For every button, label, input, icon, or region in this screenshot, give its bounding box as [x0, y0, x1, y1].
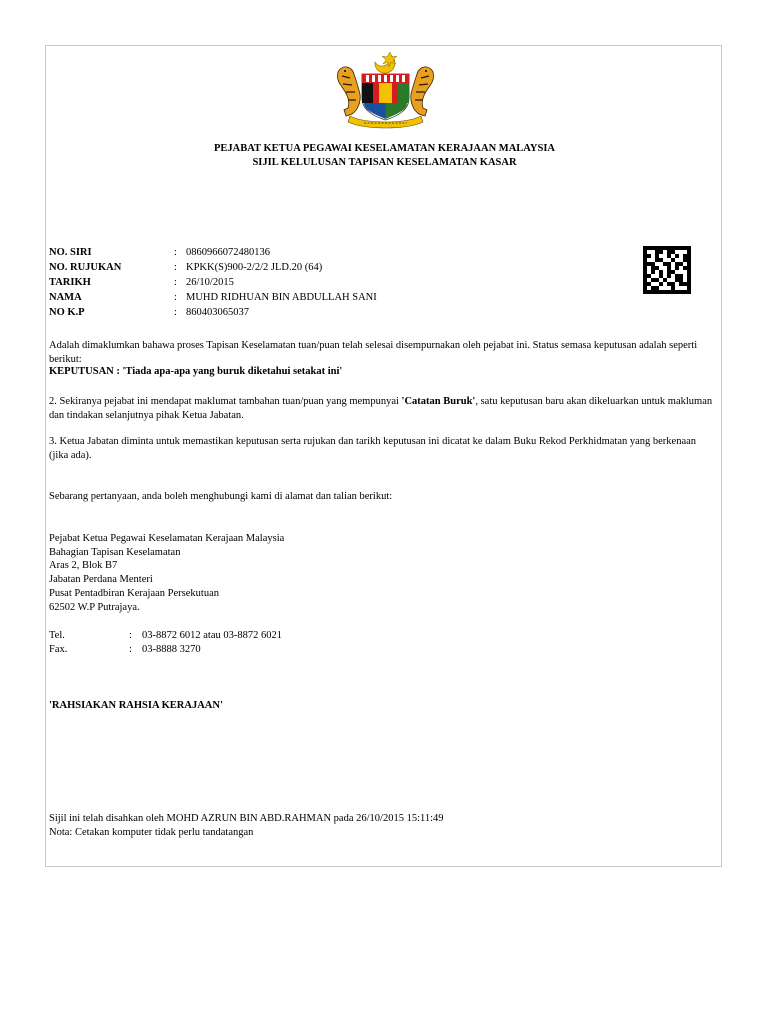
- info-colon: :: [174, 292, 177, 303]
- verification-line: Sijil ini telah disahkan oleh MOHD AZRUN BIN ABD.RAHMAN pada 26/10/2015 15:11:49: [49, 813, 444, 824]
- tel-label: Tel.: [49, 630, 65, 641]
- info-label: TARIKH: [49, 277, 91, 288]
- fax-label: Fax.: [49, 644, 68, 655]
- paragraph-additional-info: [49, 395, 717, 422]
- certificate-footer: [49, 812, 444, 839]
- decision-line: [49, 366, 342, 377]
- classification-notice: 'RAHSIAKAN RAHSIA KERAJAAN': [49, 700, 223, 711]
- info-value: MUHD RIDHUAN BIN ABDULLAH SANI: [186, 292, 377, 303]
- address-line: Pejabat Ketua Pegawai Keselamatan Kerajaan Malaysia: [49, 533, 285, 544]
- certificate-page: [45, 45, 722, 867]
- info-colon: :: [174, 277, 177, 288]
- paragraph-2-text: 2. Sekiranya pejabat ini mendapat maklumat tambahan tuan/puan yang mempunyai: [49, 396, 402, 407]
- paragraph-enquiry: Sebarang pertanyaan, anda boleh menghubungi kami di alamat dan talian berikut:: [49, 491, 393, 502]
- qr-code-icon: [643, 245, 691, 295]
- info-value: 0860966072480136: [186, 247, 270, 258]
- info-value: KPKK(S)900-2/2/2 JLD.20 (64): [186, 262, 323, 273]
- info-label: NO K.P: [49, 307, 85, 318]
- info-value: 860403065037: [186, 307, 249, 318]
- decision-value: 'Tiada apa-apa yang buruk diketahui setakat ini': [122, 366, 343, 377]
- info-label: NO. RUJUKAN: [49, 262, 122, 273]
- fax-colon: :: [129, 644, 132, 655]
- tel-value: 03-8872 6012 atau 03-8872 6021: [142, 630, 282, 641]
- info-colon: :: [174, 262, 177, 273]
- catatan-buruk-text: 'Catatan Buruk': [401, 396, 476, 407]
- address-line: Bahagian Tapisan Keselamatan: [49, 546, 181, 558]
- address-line: 62502 W.P Putrajaya.: [49, 601, 140, 613]
- decision-label: KEPUTUSAN :: [49, 366, 120, 377]
- paragraph-record-instruction: 3. Ketua Jabatan diminta untuk memastikan keputusan serta rujukan dan tarikh keputusan ini dicatat ke dalam Buku Rekod Perkhidmatan yang berkenaan (jika ada).: [49, 436, 697, 461]
- office-address: [49, 532, 284, 614]
- paragraph-2-text-end: , satu keputusan baru akan dikeluarkan untuk makluman dan tindakan selanjutnya pihak Ketua Jabatan.: [49, 396, 713, 421]
- info-label: NAMA: [49, 292, 82, 303]
- info-colon: :: [174, 307, 177, 318]
- address-line: Pusat Pentadbiran Kerajaan Persekutuan: [49, 587, 219, 599]
- office-title: PEJABAT KETUA PEGAWAI KESELAMATAN KERAJAAN MALAYSIA: [213, 143, 555, 154]
- malaysia-coat-of-arms-icon: [328, 50, 443, 130]
- info-colon: :: [174, 247, 177, 258]
- certificate-title: SIJIL KELULUSAN TAPISAN KESELAMATAN KASAR: [252, 157, 517, 168]
- address-line: Aras 2, Blok B7: [49, 560, 118, 572]
- tel-colon: :: [129, 630, 132, 641]
- paragraph-status-notice: Adalah dimaklumkan bahawa proses Tapisan Keselamatan tuan/puan telah selesai disempurnakan oleh pejabat ini. Status semasa keputusan adalah seperti berikut:: [49, 340, 698, 365]
- info-label: NO. SIRI: [49, 247, 92, 258]
- address-line: Jabatan Perdana Menteri: [49, 574, 153, 586]
- note-line: Nota: Cetakan komputer tidak perlu tandatangan: [49, 826, 254, 838]
- info-value: 26/10/2015: [186, 277, 234, 288]
- fax-value: 03-8888 3270: [142, 644, 201, 655]
